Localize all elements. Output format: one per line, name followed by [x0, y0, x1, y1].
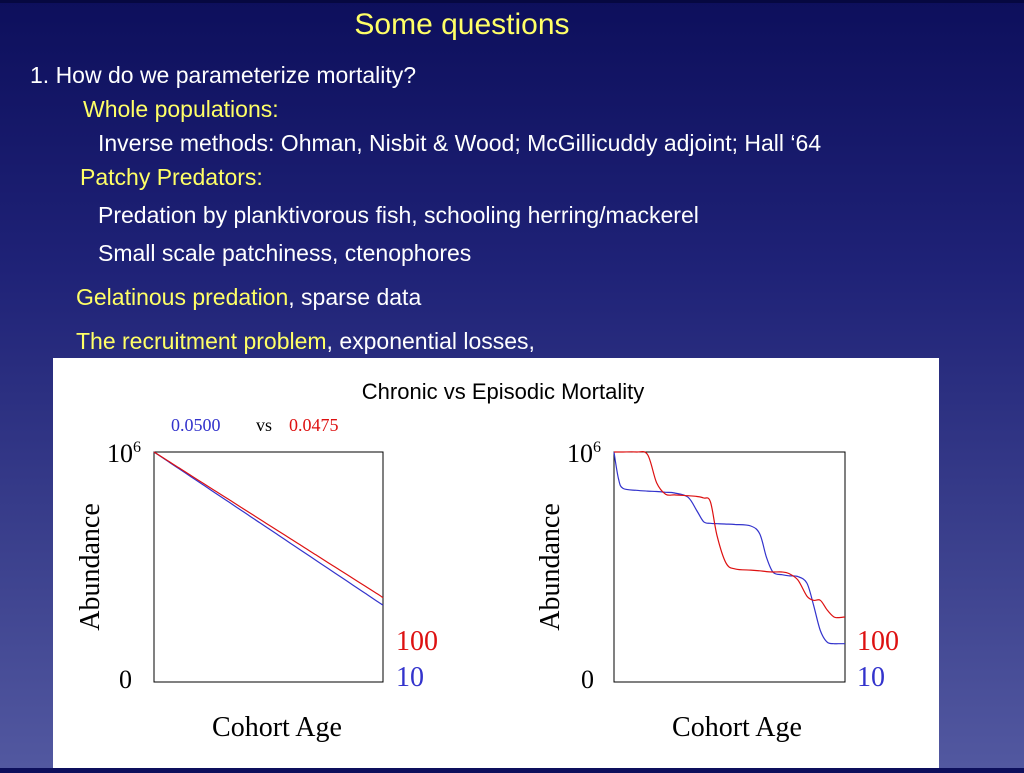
text-sparse-data: , sparse data: [288, 284, 422, 310]
rate-blue-label: 0.0500: [171, 415, 221, 435]
mortality-figure: [53, 358, 939, 768]
chart-episodic: [535, 439, 899, 743]
chart-left-ytick-top: $10^6$: [107, 439, 141, 468]
chart-left-end-label-red: 100: [396, 626, 438, 657]
figure-panel: [53, 358, 939, 768]
heading-patchy-predators: Patchy Predators:: [80, 164, 263, 190]
question-1: 1. How do we parameterize mortality?: [30, 62, 417, 88]
chart-left-xlabel: Cohort Age: [212, 712, 342, 743]
rate-red-label: 0.0475: [289, 415, 339, 435]
chart-left-frame: [154, 452, 383, 682]
chart-left-ytick-bottom: 0: [119, 665, 132, 694]
chart-right-end-label-blue: 10: [857, 662, 885, 693]
highlight-recruitment-problem: The recruitment problem: [76, 328, 327, 354]
vs-label: vs: [256, 415, 273, 435]
chart-left-end-label-blue: 10: [396, 662, 424, 693]
bullet-planktivorous-fish: Predation by planktivorous fish, schooling herring/mackerel: [98, 202, 699, 228]
bullet-inverse-methods: Inverse methods: Ohman, Nisbit & Wood; McGillicuddy adjoint; Hall ‘64: [98, 130, 822, 156]
chart-right-ytick-bottom: 0: [581, 665, 594, 694]
chart-left-series-red: [154, 452, 383, 598]
chart-chronic: [75, 439, 438, 743]
highlight-gelatinous-predation: Gelatinous predation: [76, 284, 289, 310]
chart-right-ytick-top: $10^6$: [567, 439, 601, 468]
chart-left-ylabel: Abundance: [75, 503, 106, 631]
heading-whole-populations: Whole populations:: [83, 96, 279, 122]
bullet-small-scale-patchiness: Small scale patchiness, ctenophores: [98, 240, 472, 266]
chart-right-xlabel: Cohort Age: [672, 712, 802, 743]
chart-right-ylabel: Abundance: [535, 503, 566, 631]
chart-right-end-label-red: 100: [857, 626, 899, 657]
chart-right-series-blue: [614, 452, 845, 644]
chart-left-series-blue: [154, 452, 383, 605]
figure-title: Chronic vs Episodic Mortality: [361, 379, 645, 404]
line-recruitment-problem: [76, 328, 535, 355]
slide-title: Some questions: [354, 8, 570, 41]
text-exponential-losses: , exponential losses,: [326, 328, 535, 354]
line-gelatinous-predation: [76, 284, 421, 311]
top-border: [0, 0, 1024, 3]
